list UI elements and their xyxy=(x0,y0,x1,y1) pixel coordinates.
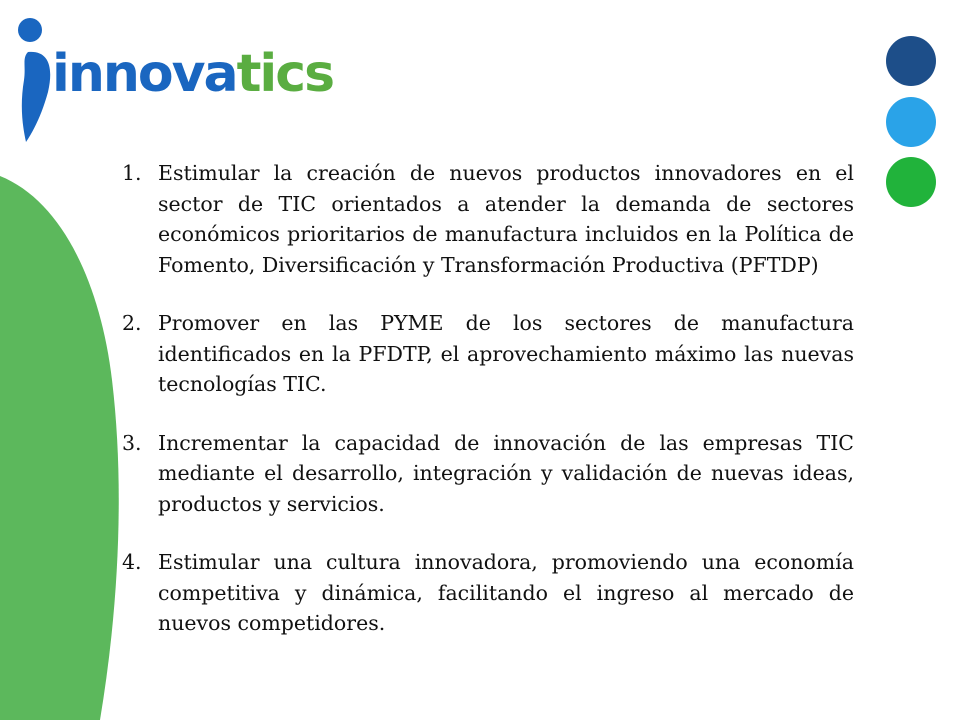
logo-wordmark-blue: innova xyxy=(52,44,237,104)
decorative-dots xyxy=(884,36,940,216)
list-item-number: 2. xyxy=(122,311,142,335)
list-item xyxy=(118,428,854,520)
logo-i-dot xyxy=(18,18,42,42)
leaf-fill xyxy=(0,176,119,720)
dot-light-blue xyxy=(886,97,936,147)
list-item-text: Estimular una cultura innovadora, promoviendo una economía competitiva y dinámica, facilitando el ingreso al mercado de nuevos competidores. xyxy=(158,550,854,635)
objectives-list xyxy=(118,158,854,667)
list-item-number: 1. xyxy=(122,161,142,185)
dot-dark-blue xyxy=(886,36,936,86)
dot-green xyxy=(886,157,936,207)
list-item xyxy=(118,547,854,639)
list-item xyxy=(118,158,854,280)
list-item-number: 3. xyxy=(122,430,142,455)
innovatics-logo xyxy=(8,6,334,146)
logo-wordmark-green: tics xyxy=(236,44,334,104)
list-item-text: Promover en las PYME de los sectores de manufactura identificados en la PFDTP, el aprovechamiento máximo las nuevas tecnologías TIC. xyxy=(158,311,854,396)
list-item-text: Incrementar la capacidad de innovación de las empresas TIC mediante el desarrollo, integración y validación de nuevas ideas, productos y servicios. xyxy=(158,430,854,516)
logo-i-stem xyxy=(22,52,50,142)
logo-wordmark xyxy=(52,44,334,104)
list-item xyxy=(118,308,854,400)
list-item-text: Estimular la creación de nuevos productos innovadores en el sector de TIC orientados a atender la demanda de sectores económicos prioritarios de manufactura incluidos en la Política de Fomento, Diversificación y Transformación Productiva (PFTDP) xyxy=(158,161,854,277)
list-item-number: 4. xyxy=(122,550,142,574)
